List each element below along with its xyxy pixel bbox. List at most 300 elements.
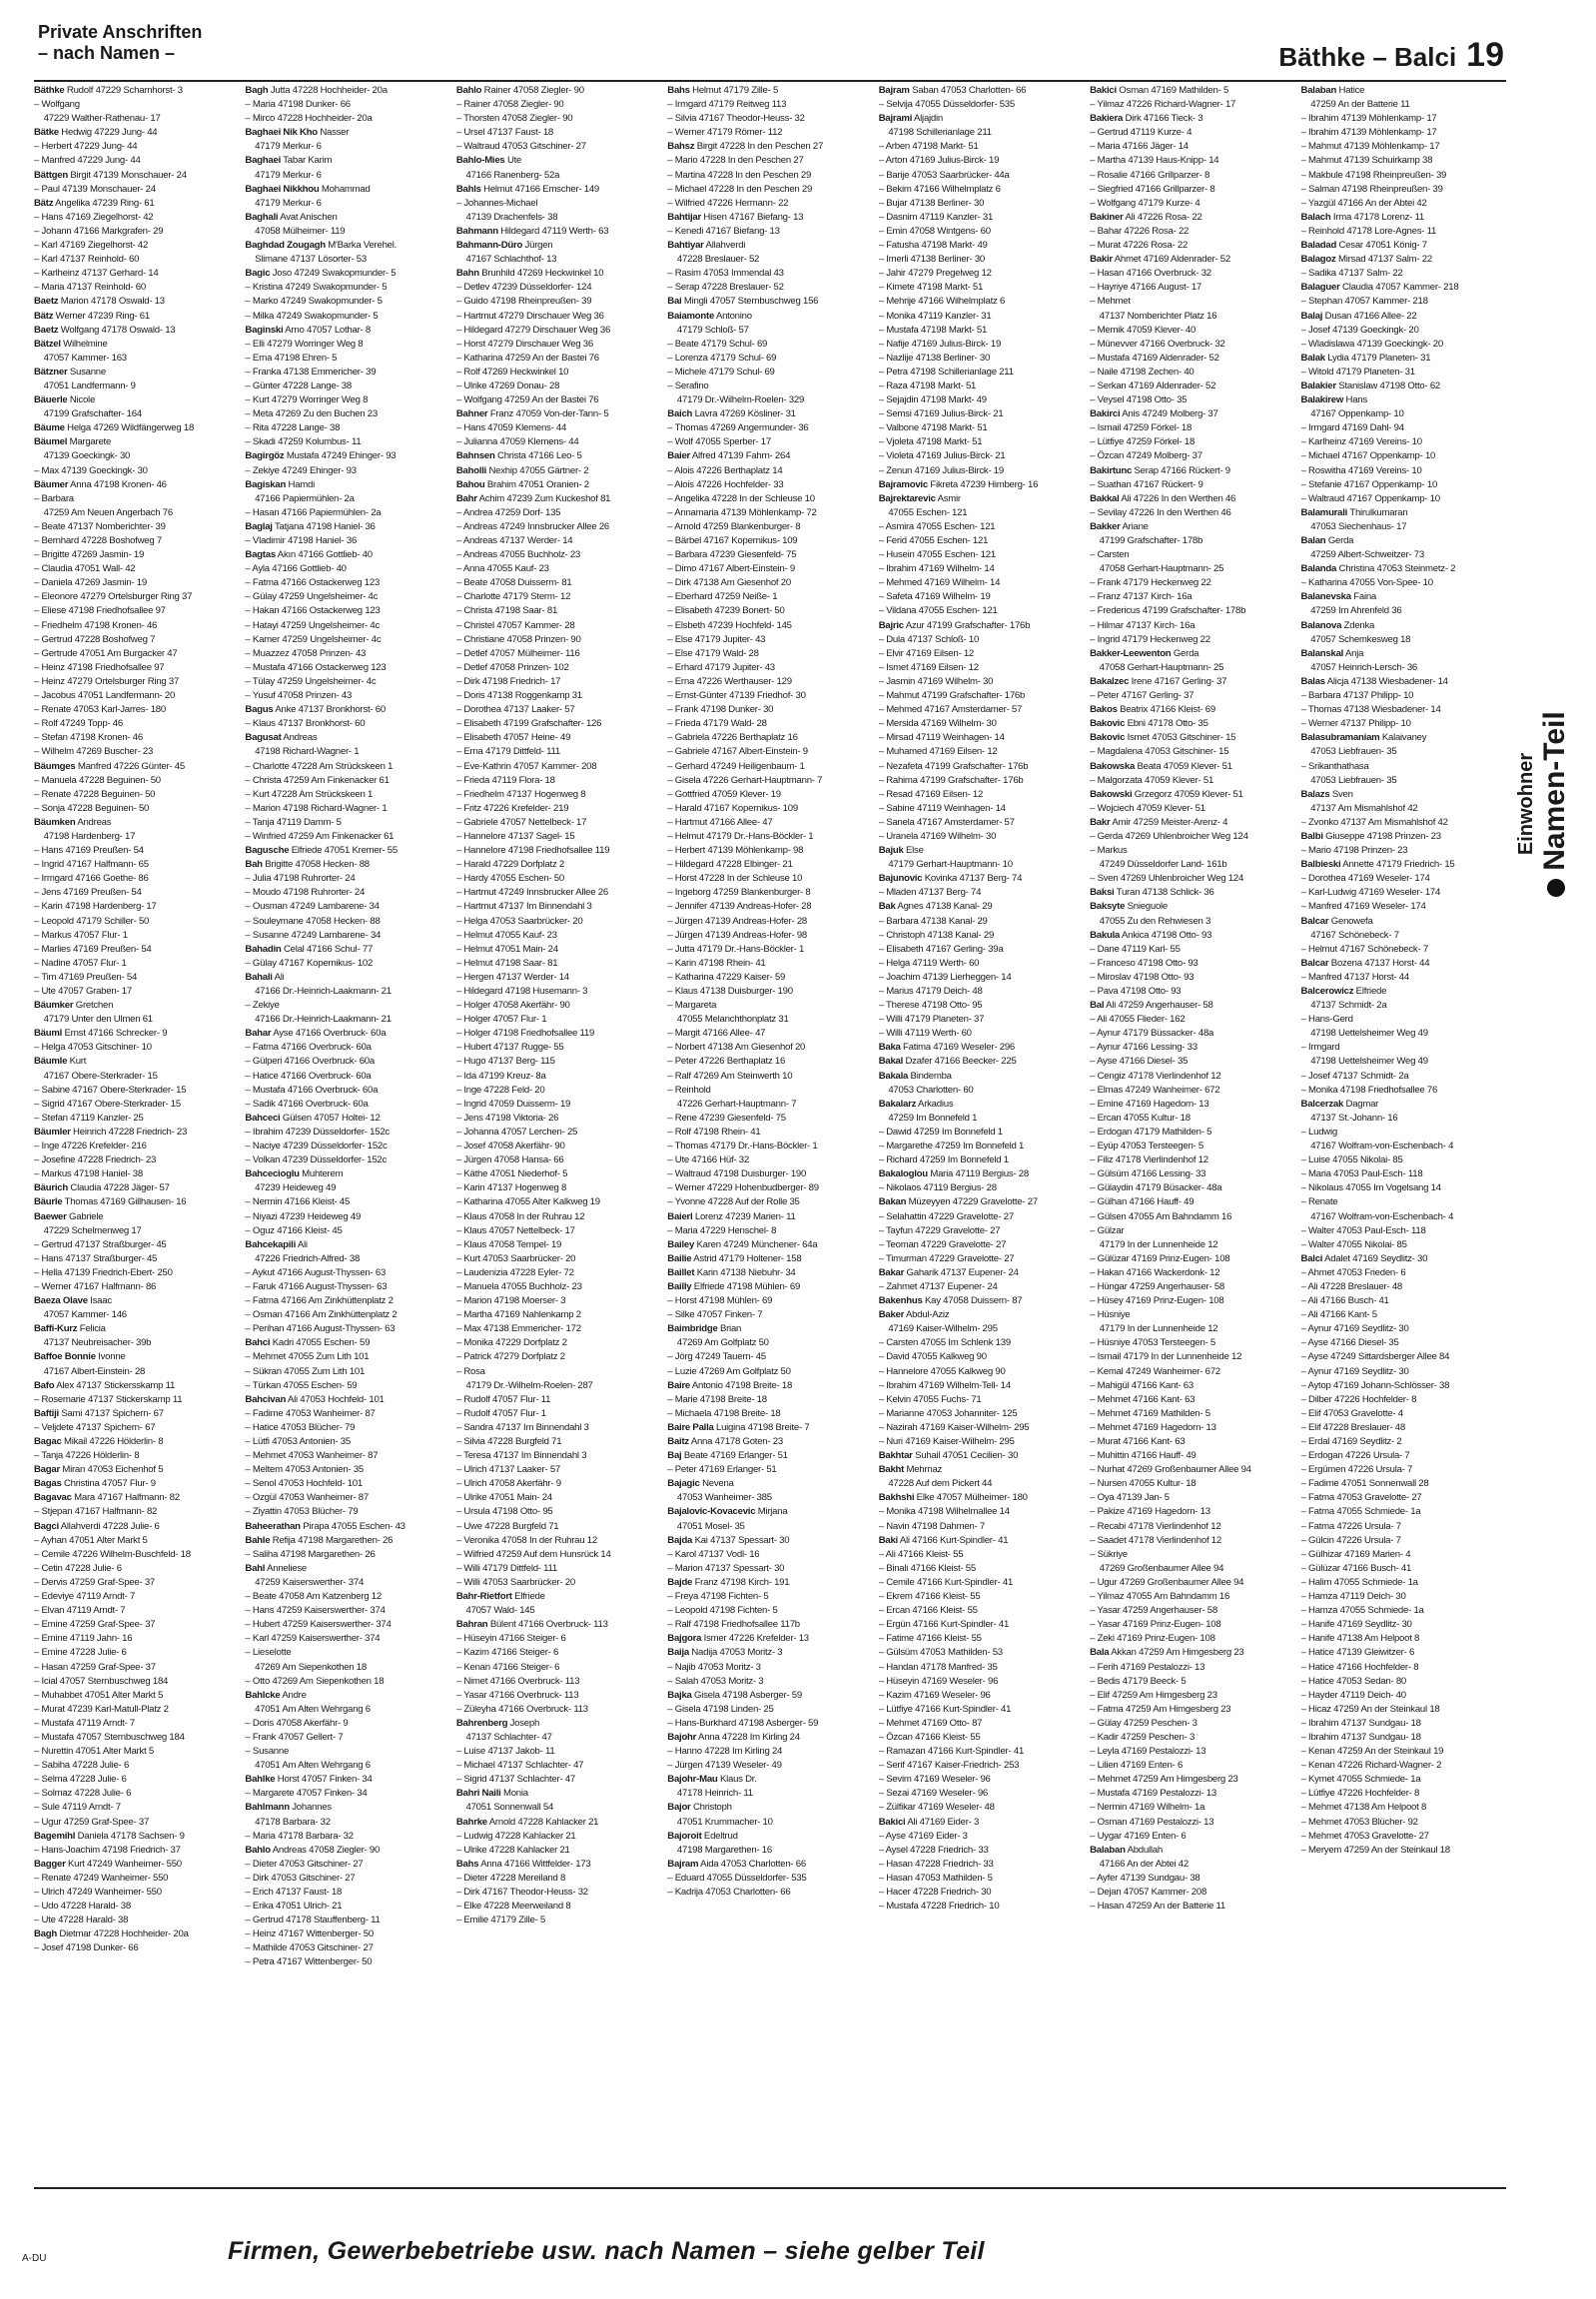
directory-entry: Bahar Ayse 47166 Overbruck- 60a	[245, 1028, 387, 1040]
directory-entry: – Helmut 47167 Schönebeck- 7	[1300, 943, 1428, 955]
directory-column	[1301, 84, 1506, 2181]
section-tab-line2: Namen-Teil	[1538, 711, 1571, 871]
directory-entry: – Sükriye	[1090, 1548, 1128, 1560]
directory-entry: – Helmut 47055 Kauf- 23	[455, 929, 557, 941]
directory-entry: – Yusuf 47058 Prinzen- 43	[245, 690, 353, 702]
directory-entry: – Ali 47228 Breslauer- 48	[1300, 1280, 1403, 1292]
directory-entry: Bajunovic Kovinka 47137 Berg- 74	[878, 873, 1023, 885]
directory-entry: – Andreas 47137 Werder- 14	[455, 535, 573, 546]
directory-entry: – Eleonore 47279 Ortelsburger Ring 37	[34, 591, 193, 603]
directory-entry: – Muhittin 47166 Hauff- 49	[1090, 1450, 1197, 1462]
directory-entry: 47228 Auf dem Pickert 44	[878, 1478, 993, 1490]
directory-entry: Bakirci Anis 47249 Molberg- 37	[1090, 408, 1218, 420]
directory-entry: Bakht Mehrnaz	[878, 1464, 943, 1476]
directory-entry: – Gülsüm 47053 Mathilden- 53	[878, 1647, 1003, 1659]
directory-entry: – Recabi 47178 Vierlindenhof 12	[1090, 1520, 1221, 1532]
directory-entry: – Cetin 47228 Julie- 6	[34, 1562, 122, 1574]
directory-entry: – Gerhard 47249 Heiligenbaum- 1	[667, 760, 805, 772]
directory-entry: – Kazim 47166 Steiger- 6	[455, 1647, 559, 1659]
directory-entry: – Silvia 47167 Theodor-Heuss- 32	[667, 113, 805, 125]
directory-entry: – Veljdete 47137 Spichern- 67	[34, 1421, 156, 1433]
directory-entry: Bagiskan Hamdi	[245, 478, 315, 490]
directory-column	[456, 84, 661, 2181]
directory-entry: – Emine 47228 Julie- 6	[34, 1647, 127, 1659]
directory-entry: – Charlotte 47179 Sterm- 12	[455, 591, 571, 603]
directory-column	[1090, 84, 1294, 2181]
directory-entry: – Harald 47167 Kopernikus- 109	[667, 802, 798, 814]
directory-entry: – Hannelore 47198 Friedhofsallee 119	[455, 845, 610, 857]
directory-entry: – Osman 47166 Am Zinkhüttenplatz 2	[245, 1309, 398, 1321]
directory-entry: – Zvonko 47137 Am Mismahlshof 42	[1300, 816, 1448, 828]
directory-entry: Baire Palla Luigina 47198 Breite- 7	[667, 1421, 810, 1433]
directory-entry: – Peter 47169 Erlanger- 51	[667, 1464, 777, 1476]
directory-entry: Bahlmann Johannes	[245, 1802, 332, 1814]
directory-entry: – Mladen 47137 Berg- 74	[878, 887, 982, 899]
directory-entry: – Yazgül 47166 An der Abtei 42	[1300, 197, 1427, 209]
directory-entry: – Hatice 47053 Sedan- 80	[1300, 1675, 1407, 1687]
directory-entry: 47051 Mosel- 35	[667, 1520, 745, 1532]
directory-entry: – Zekiye	[245, 1000, 280, 1012]
directory-entry: – Fatusha 47198 Markt- 49	[878, 240, 988, 252]
directory-entry: – Mersida 47169 Wilhelm- 30	[878, 718, 997, 730]
directory-entry: – Helga 47119 Werth- 60	[878, 957, 980, 969]
directory-entry: – Dieter 47053 Gitschiner- 27	[245, 1858, 364, 1870]
directory-entry: – Elvan 47119 Arndt- 7	[34, 1605, 126, 1617]
directory-entry: 47179 Schloß- 57	[667, 324, 749, 336]
directory-entry: – Wilfried 47226 Hermann- 22	[667, 197, 789, 209]
directory-entry: – Sandra 47137 Im Binnendahl 3	[455, 1421, 589, 1433]
directory-entry: – Karin 47198 Rhein- 41	[667, 957, 766, 969]
directory-entry: – Manfred 47229 Jung- 44	[34, 155, 141, 167]
directory-entry: – Gertrud 47178 Stauffenberg- 11	[245, 1915, 381, 1926]
directory-entry: – Dorothea 47137 Laaker- 57	[455, 704, 575, 716]
directory-entry: – Sonja 47228 Beguinen- 50	[34, 802, 150, 814]
directory-entry: – Maria 47229 Henschel- 8	[667, 1224, 777, 1236]
directory-entry: Bagas Christina 47057 Flur- 9	[34, 1478, 156, 1490]
directory-entry: – Handan 47178 Manfred- 35	[878, 1661, 998, 1673]
directory-entry: – Cemile 47166 Kurt-Spindler- 41	[878, 1576, 1014, 1588]
directory-entry: 47179 Merkur- 6	[245, 169, 322, 181]
directory-entry: – Kelvin 47055 Fuchs- 71	[878, 1393, 982, 1405]
directory-entry: – Michael 47228 In den Peschen 29	[667, 183, 813, 195]
directory-entry: Bakalzec Irene 47167 Gerling- 37	[1090, 675, 1227, 687]
directory-entry: Bäuml Ernst 47166 Schrecker- 9	[34, 1028, 168, 1040]
directory-entry: Bahmann Hildegard 47119 Werth- 63	[455, 225, 609, 237]
directory-entry: – Ayfer 47139 Sundgau- 38	[1090, 1872, 1200, 1884]
directory-entry: – Ute 47166 Hüf- 32	[667, 1154, 749, 1166]
directory-entry: 47179 Unter den Ulmen 61	[34, 1014, 153, 1026]
directory-entry: – Uranela 47169 Wilhelm- 30	[878, 830, 997, 842]
directory-entry: – Sabiha 47228 Julie- 6	[34, 1760, 130, 1772]
directory-entry: – Ursel 47137 Faust- 18	[455, 127, 554, 139]
directory-entry: – Witold 47179 Planeten- 31	[1300, 366, 1415, 378]
directory-entry: 47055 Zu den Rehwiesen 3	[1090, 915, 1211, 927]
directory-entry: Bagtas Akın 47166 Gottlieb- 40	[245, 549, 373, 561]
directory-entry: Bajka Gisela 47198 Asberger- 59	[667, 1689, 802, 1701]
directory-entry: – Franz 47137 Kirch- 16a	[1090, 591, 1193, 603]
directory-entry: – Manuela 47055 Buchholz- 23	[455, 1280, 582, 1292]
directory-entry: – Waltraud 47167 Oppenkamp- 10	[1300, 492, 1440, 504]
directory-entry: – Erhard 47179 Jupiter- 43	[667, 661, 775, 673]
directory-entry: Bahran Bülent 47166 Overbruck- 113	[455, 1619, 608, 1631]
directory-entry: 47137 St.-Johann- 16	[1300, 1112, 1398, 1124]
directory-entry: Baker Abdul-Aziz	[878, 1309, 950, 1321]
directory-entry: – Rudolf 47057 Flur- 1	[455, 1407, 546, 1419]
directory-entry: Bakula Ankica 47198 Otto- 93	[1090, 929, 1212, 941]
directory-entry: – Jürgen 47139 Andreas-Hofer- 28	[667, 915, 807, 927]
directory-entry: Bagirgöz Mustafa 47249 Ehinger- 93	[245, 450, 397, 462]
directory-entry: – Ferih 47169 Pestalozzi- 13	[1090, 1661, 1205, 1673]
directory-entry: Bagger Kurt 47249 Wanheimer- 550	[34, 1858, 182, 1870]
page-number: 19	[1466, 36, 1504, 74]
directory-entry: – Michael 47137 Schlachter- 47	[455, 1760, 584, 1772]
directory-entry: – Johanna 47057 Lerchen- 25	[455, 1126, 578, 1138]
directory-entry: – Elif 47053 Gravelotte- 4	[1300, 1407, 1403, 1419]
directory-entry: – Frank 47057 Gellert- 7	[245, 1731, 344, 1743]
directory-entry: Baki Ali 47166 Kurt-Spindler- 41	[878, 1534, 1009, 1546]
directory-entry: – Senol 47053 Hochfeld- 101	[245, 1478, 363, 1490]
directory-entry: – Karl 47259 Kaiserswerther- 374	[245, 1633, 381, 1645]
directory-entry: – Kurt 47053 Saarbrücker- 20	[455, 1252, 576, 1264]
directory-entry: – Sadika 47137 Salm- 22	[1300, 268, 1403, 280]
directory-entry: – Elisabeth 47057 Heine- 49	[455, 732, 571, 744]
directory-entry: – Imerli 47138 Berliner- 30	[878, 254, 985, 266]
directory-entry: – Dula 47137 Schloß- 10	[878, 633, 980, 645]
directory-entry: – Hans-Gerd	[1300, 1014, 1353, 1026]
directory-entry: – Holger 47057 Flur- 1	[455, 1014, 547, 1026]
directory-entry: – Margit 47166 Allee- 47	[667, 1028, 766, 1040]
directory-entry: Balasubramaniam Kalaivaney	[1300, 732, 1427, 744]
directory-entry: 47053 Liebfrauen- 35	[1300, 774, 1397, 786]
directory-entry: – Ute 47228 Harald- 38	[34, 1915, 129, 1926]
directory-entry: – Josef 47058 Akerfähr- 90	[455, 1141, 565, 1152]
directory-entry: – Serafino	[667, 380, 709, 391]
directory-entry: – Muhabbet 47051 Alter Markt 5	[34, 1689, 164, 1701]
directory-entry: – Lütfiye 47259 Förkel- 18	[1090, 436, 1196, 448]
directory-entry: – Dane 47119 Karl- 55	[1090, 943, 1181, 955]
directory-entry: – Dejan 47057 Kammer- 208	[1090, 1887, 1207, 1898]
directory-entry: – Josef 47139 Goeckingk- 20	[1300, 324, 1419, 336]
directory-entry: – Dilber 47226 Hochfelder- 8	[1300, 1393, 1417, 1405]
directory-entry: – Heinz 47167 Wittenberger- 50	[245, 1928, 374, 1940]
directory-entry: Baiamonte Antonino	[667, 310, 752, 322]
directory-entry: – Patrick 47279 Dorfplatz 2	[455, 1351, 565, 1363]
directory-entry: Bahmann-Düro Jürgen	[455, 240, 553, 252]
directory-entry: 47226 Gerhart-Hauptmann- 7	[667, 1098, 797, 1110]
directory-entry: 47057 Wald- 145	[455, 1605, 535, 1617]
directory-entry: – Mario 47198 Prinzen- 23	[1300, 845, 1408, 857]
directory-entry: – Erdogan 47179 Mathilden- 5	[1090, 1126, 1212, 1138]
directory-entry: – Jürgen 47139 Andreas-Hofer- 98	[667, 929, 807, 941]
directory-entry: – Elisabeth 47167 Gerling- 39a	[878, 943, 1004, 955]
directory-entry: Bajgora Ismer 47226 Krefelder- 13	[667, 1633, 809, 1645]
directory-entry: – Mehmet 47169 Hagedorn- 13	[1090, 1421, 1216, 1433]
directory-entry: – Fatma 47166 Ostackerweg 123	[245, 577, 381, 589]
directory-entry: – Erika 47051 Ulrich- 21	[245, 1901, 343, 1913]
directory-entry: – Max 47138 Emmericher- 172	[455, 1323, 581, 1335]
directory-entry: – Resad 47169 Eilsen- 12	[878, 788, 984, 800]
directory-entry: 47179 Merkur- 6	[245, 197, 322, 209]
section-tab-line1: Einwohner	[1515, 752, 1537, 856]
directory-column	[245, 84, 449, 2181]
directory-entry: – Elisabeth 47239 Bonert- 50	[667, 605, 785, 617]
directory-entry: – Murat 47226 Rosa- 22	[1090, 240, 1189, 252]
directory-entry: – Gülhizar 47169 Marien- 4	[1300, 1548, 1411, 1560]
directory-entry: 47259 Kaiserswerther- 374	[245, 1576, 365, 1588]
directory-entry: – Elmas 47249 Wanheimer- 672	[1090, 1084, 1220, 1096]
directory-entry: – Murat 47239 Karl-Matull-Platz 2	[34, 1703, 169, 1715]
directory-entry: – Michaela 47198 Breite- 18	[667, 1407, 781, 1419]
directory-entry: – Horst 47279 Dirschauer Weg 36	[455, 338, 593, 350]
directory-entry: Bäumer Anna 47198 Kronen- 46	[34, 478, 167, 490]
footer-rule	[34, 2187, 1506, 2189]
directory-entry: – Ahmet 47053 Frieden- 6	[1300, 1266, 1406, 1278]
directory-entry: – Gabriele 47057 Nettelbeck- 17	[455, 816, 587, 828]
directory-entry: Bagemihl Daniela 47178 Sachsen- 9	[34, 1830, 185, 1842]
directory-entry: 47167 Oppenkamp- 10	[1300, 408, 1404, 420]
directory-entry: – Marko 47249 Swakopmunder- 5	[245, 296, 383, 308]
directory-entry: – Marlies 47169 Preußen- 54	[34, 943, 152, 955]
directory-entry: – Tülay 47259 Ungelsheimer- 4c	[245, 675, 377, 687]
directory-entry: Balan Gerda	[1300, 535, 1354, 546]
directory-entry: Bakker Ariane	[1090, 520, 1149, 532]
directory-entry: – Barbara	[34, 492, 74, 504]
directory-entry: – Ayhan 47051 Alter Markt 5	[34, 1534, 148, 1546]
directory-entry: Bakala Bindemba	[878, 1070, 952, 1082]
directory-entry: – Timurman 47229 Gravelotte- 27	[878, 1252, 1015, 1264]
directory-entry: 47259 Am Neuen Angerbach 76	[34, 506, 173, 518]
directory-entry: – Frieda 47119 Flora- 18	[455, 774, 555, 786]
directory-entry: – Mehmet 47053 Blücher- 92	[1300, 1816, 1418, 1828]
directory-entry: Bahtijar Hisen 47167 Biefang- 13	[667, 211, 804, 223]
directory-entry: – Mehmet 47055 Zum Lith 101	[245, 1351, 370, 1363]
directory-entry: – Helmut 47198 Saar- 81	[455, 957, 558, 969]
directory-entry: – Gertrude 47051 Am Burgacker 47	[34, 647, 178, 659]
directory-entry: – Hakan 47166 Ostackerweg 123	[245, 605, 381, 617]
directory-entry: Bahle Refija 47198 Margarethen- 26	[245, 1534, 394, 1546]
directory-entry: – Lütfi 47053 Antonien- 35	[245, 1436, 351, 1447]
directory-entry: – Hartmut 47249 Innsbrucker Allee 26	[455, 887, 608, 899]
directory-entry: – Frank 47179 Heckenweg 22	[1090, 577, 1211, 589]
directory-entry: – Mehmet 47169 Mathilden- 5	[1090, 1407, 1210, 1419]
directory-entry: – Gabriele 47167 Albert-Einstein- 9	[667, 746, 808, 758]
directory-entry: – Helmut 47051 Main- 24	[455, 943, 558, 955]
directory-entry: – Özcan 47249 Molberg- 37	[1090, 450, 1202, 462]
directory-entry: – Volkan 47239 Düsseldorfer- 152c	[245, 1154, 388, 1166]
directory-entry: 47053 Wanheimer- 385	[667, 1492, 772, 1504]
directory-entry: – Züleyha 47166 Overbruck- 113	[455, 1703, 588, 1715]
directory-entry: 47179 Dr.-Wilhelm-Roelen- 287	[455, 1379, 593, 1391]
directory-entry: – Moudo 47198 Ruhrorter- 24	[245, 887, 366, 899]
directory-entry: – Maria 47053 Paul-Esch- 118	[1300, 1168, 1423, 1180]
directory-entry: – Detlef 47058 Prinzen- 102	[455, 661, 569, 673]
directory-entry: – Lorenza 47179 Schul- 69	[667, 352, 777, 364]
directory-entry: – Ayla 47166 Gottlieb- 40	[245, 563, 347, 575]
directory-entry: – Tayfun 47229 Gravelotte- 27	[878, 1224, 1001, 1236]
directory-entry: – Carsten 47055 Im Schlenk 139	[878, 1337, 1011, 1349]
directory-entry: Bajohr-Mau Klaus Dr.	[667, 1774, 757, 1786]
directory-entry: – Eliese 47198 Friedhofsallee 97	[34, 605, 166, 617]
directory-entry: – Monika 47198 Friedhofsallee 76	[1300, 1084, 1438, 1096]
header-title-line1: Private Anschriften	[38, 22, 203, 42]
directory-entry: – Susanne 47249 Lambarene- 34	[245, 929, 382, 941]
directory-entry: Bakirtunc Serap 47166 Rückert- 9	[1090, 464, 1230, 476]
directory-entry: Bakkal Ali 47226 In den Werthen 46	[1090, 492, 1236, 504]
directory-entry: – Meryem 47259 An der Steinkaul 18	[1300, 1844, 1450, 1856]
directory-entry: Bakhtar Suhail 47051 Cecilien- 30	[878, 1450, 1019, 1462]
directory-entry: – Maria 47166 Jäger- 14	[1090, 141, 1189, 153]
directory-entry: – Mario 47228 In den Peschen 27	[667, 155, 804, 167]
directory-entry: – Arton 47169 Julius-Birck- 19	[878, 155, 1000, 167]
directory-entry: – Rosalie 47166 Grillparzer- 8	[1090, 169, 1210, 181]
directory-entry: Bakhshi Elke 47057 Mülheimer- 180	[878, 1492, 1028, 1504]
directory-entry: – Rosemarie 47137 Stickerskamp 11	[34, 1393, 183, 1405]
directory-entry: Balanda Christina 47053 Steinmetz- 2	[1300, 563, 1456, 575]
directory-entry: – Sadik 47166 Overbruck- 60a	[245, 1098, 369, 1110]
directory-entry: – Eduard 47055 Düsseldorfer- 535	[667, 1872, 807, 1884]
directory-entry: – Hasan 47166 Overbruck- 32	[1090, 268, 1211, 280]
directory-entry: – Ulrich 47058 Akerfähr- 9	[455, 1478, 561, 1490]
directory-entry: 47259 An der Batterie 11	[1300, 99, 1410, 111]
directory-entry: – Dasnim 47119 Kanzler- 31	[878, 211, 994, 223]
directory-entry: Bahlo-Mies Ute	[455, 155, 522, 167]
directory-entry: Bahcekapili Ali	[245, 1238, 308, 1250]
directory-entry: – Ingrid 47179 Heckenweg 22	[1090, 633, 1210, 645]
directory-entry: – Mustafa 47119 Arndt- 7	[34, 1717, 136, 1729]
directory-entry: – Zahmet 47137 Eupener- 24	[878, 1280, 998, 1292]
directory-entry: Bahnsen Christa 47166 Leo- 5	[455, 450, 582, 462]
directory-entry: – Nurhat 47269 Großenbaumer Allee 94	[1090, 1464, 1251, 1476]
directory-entry: – Hartmut 47137 Im Binnendahl 3	[455, 901, 592, 913]
directory-entry: – Ali 47166 Busch- 41	[1300, 1295, 1389, 1307]
directory-entry: Bahrenberg Joseph	[455, 1717, 540, 1729]
directory-entry: – Naile 47198 Zechen- 40	[1090, 366, 1195, 378]
directory-entry: 47057 Schemkesweg 18	[1300, 633, 1411, 645]
directory-entry: Bäumker Gretchen	[34, 1000, 114, 1012]
directory-entry: – Irmgard 47179 Reitweg 113	[667, 99, 787, 111]
directory-entry: – Eberhard 47259 Neiße- 1	[667, 591, 778, 603]
directory-entry: – Anna 47055 Kauf- 23	[455, 563, 549, 575]
directory-entry: – Milka 47249 Swakopmunder- 5	[245, 310, 379, 322]
directory-entry: – Irmgard 47166 Goethe- 86	[34, 873, 149, 885]
directory-entry: Bah Brigitte 47058 Hecken- 88	[245, 859, 370, 871]
directory-entry: – Else 47179 Jupiter- 43	[667, 633, 766, 645]
directory-entry: – Asmira 47055 Eschen- 121	[878, 520, 996, 532]
directory-entry: – Mustafa 47166 Ostackerweg 123	[245, 661, 387, 673]
directory-entry: Bakowski Grzegorz 47059 Klever- 51	[1090, 788, 1243, 800]
directory-entry: 47259 Im Ahrenfeld 36	[1300, 605, 1402, 617]
directory-entry: – Ulrike 47269 Donau- 28	[455, 380, 560, 391]
directory-entry: – Rolf 47249 Topp- 46	[34, 718, 123, 730]
directory-entry: – Sigrid 47137 Schlachter- 47	[455, 1774, 575, 1786]
directory-entry: – Alois 47226 Hochfelder- 33	[667, 478, 784, 490]
directory-entry: – Naciye 47239 Düsseldorfer- 152c	[245, 1141, 388, 1152]
directory-entry: – Hasan 47166 Papiermühlen- 2a	[245, 506, 382, 518]
directory-entry: – Angelika 47228 In der Schleuse 10	[667, 492, 815, 504]
directory-entry: – Dirk 47167 Theodor-Heuss- 32	[455, 1887, 588, 1898]
directory-entry: Bajrami Aljajdin	[878, 113, 943, 125]
directory-entry: – Binali 47166 Kleist- 55	[878, 1562, 976, 1574]
directory-entry: Baladad Cesar 47051 König- 7	[1300, 240, 1427, 252]
directory-entry: – Suathan 47167 Rückert- 9	[1090, 478, 1203, 490]
directory-entry: 47057 Kammer- 146	[34, 1309, 127, 1321]
directory-entry: – Rolf 47198 Rhein- 41	[667, 1126, 761, 1138]
directory-entry: – Dawid 47259 Im Bonnefeld 1	[878, 1126, 1003, 1138]
directory-entry: Bakowska Beata 47059 Klever- 51	[1090, 760, 1232, 772]
directory-entry: Bal Ali 47259 Angerhauser- 58	[1090, 1000, 1213, 1012]
directory-entry: – Ramazan 47166 Kurt-Spindler- 41	[878, 1746, 1025, 1758]
directory-entry: – Münevver 47166 Overbruck- 32	[1090, 338, 1225, 350]
directory-entry: – Hans 47059 Klemens- 44	[455, 422, 567, 434]
directory-entry: – Christoph 47138 Kanal- 29	[878, 929, 995, 941]
directory-entry: – Jacobus 47051 Landfermann- 20	[34, 690, 176, 702]
directory-entry: – Ugur 47259 Graf-Spee- 37	[34, 1816, 150, 1828]
directory-entry: Baghaei Nik Kho Nasser	[245, 127, 350, 139]
directory-entry: – Gertrud 47228 Boshofweg 7	[34, 633, 156, 645]
directory-entry: – Dirk 47053 Gitschiner- 27	[245, 1872, 356, 1884]
directory-entry: – Hamza 47055 Schmiede- 1a	[1300, 1605, 1424, 1617]
directory-entry: – Otto 47269 Am Siepenkothen 18	[245, 1675, 385, 1687]
directory-entry: – Skadi 47259 Kolumbus- 11	[245, 436, 362, 448]
directory-entry: Bakovic Ebni 47178 Otto- 35	[1090, 718, 1208, 730]
directory-entry: Bahls Helmut 47166 Emscher- 149	[455, 183, 600, 195]
directory-entry: – Karol 47137 Vodl- 16	[667, 1548, 760, 1560]
directory-entry: – Uwe 47228 Burgfeld 71	[455, 1520, 559, 1532]
directory-entry: – Gülüzar 47166 Busch- 41	[1300, 1562, 1412, 1574]
directory-entry: – Nadine 47057 Flur- 1	[34, 957, 127, 969]
bullet-icon	[1547, 879, 1565, 897]
directory-entry: – Ercan 47055 Kultur- 18	[1090, 1112, 1191, 1124]
directory-entry: – Dervis 47259 Graf-Spee- 37	[34, 1576, 155, 1588]
directory-entry: – Selma 47228 Julie- 6	[34, 1774, 127, 1786]
directory-entry: 47229 Walther-Rathenau- 17	[34, 113, 161, 125]
directory-entry: – Fatma 47226 Ursula- 7	[1300, 1520, 1401, 1532]
directory-entry: – Winfried 47259 Am Finkenacker 61	[245, 830, 395, 842]
directory-entry: – Hayriye 47166 August- 17	[1090, 282, 1202, 294]
directory-entry: – Hayder 47119 Deich- 40	[1300, 1689, 1406, 1701]
directory-entry: Bajoroit Edeltrud	[667, 1830, 738, 1842]
directory-entry: – Rainer 47058 Ziegler- 90	[455, 99, 564, 111]
directory-entry: – Kenan 47226 Richard-Wagner- 2	[1300, 1760, 1442, 1772]
directory-entry: – Helga 47053 Saarbrücker- 20	[455, 915, 583, 927]
directory-entry: – Herbert 47139 Möhlenkamp- 98	[667, 845, 804, 857]
directory-entry: Bäurle Thomas 47169 Gillhausen- 16	[34, 1196, 187, 1208]
directory-entry: – Josef 47198 Dunker- 66	[34, 1942, 139, 1954]
directory-entry: – Andreas 47249 Innsbrucker Allee 26	[455, 520, 609, 532]
header-title-line2: – nach Namen –	[38, 43, 176, 63]
directory-entry: – Nermin 47169 Wilhelm- 1a	[1090, 1802, 1205, 1814]
directory-entry: – Bahar 47226 Rosa- 22	[1090, 225, 1190, 237]
directory-entry: – Beate 47058 Duisserm- 81	[455, 577, 572, 589]
directory-entry: Bäume Helga 47269 Wildfängerweg 18	[34, 422, 195, 434]
directory-entry: Balamurali Thirulkumaran	[1300, 506, 1408, 518]
directory-entry: – Ali 47055 Flieder- 162	[1090, 1014, 1186, 1026]
directory-entry: Baimbridge Brian	[667, 1323, 742, 1335]
directory-entry: – Cengiz 47178 Vierlindenhof 12	[1090, 1070, 1221, 1082]
directory-entry: 47269 Am Golfplatz 50	[667, 1337, 769, 1349]
directory-entry: – Christiane 47058 Prinzen- 90	[455, 633, 581, 645]
directory-entry: – Nimet 47166 Overbruck- 113	[455, 1675, 580, 1687]
directory-entry: – Rolf 47269 Heckwinkel 10	[455, 366, 569, 378]
directory-entry: – Martha 47139 Haus-Knipp- 14	[1090, 155, 1219, 167]
directory-entry: – Susanne	[245, 1746, 290, 1758]
directory-entry: Baitz Anna 47178 Goten- 23	[667, 1436, 783, 1447]
directory-entry: – Selahattin 47229 Gravelotte- 27	[878, 1210, 1014, 1222]
directory-entry: – Renate 47053 Karl-Jarres- 180	[34, 704, 166, 716]
directory-entry: Bailly Elfriede 47198 Mühlen- 69	[667, 1280, 801, 1292]
directory-entry: – Stefan 47198 Kronen- 46	[34, 732, 143, 744]
directory-entry: – Ugur 47269 Großenbaumer Allee 94	[1090, 1576, 1244, 1588]
